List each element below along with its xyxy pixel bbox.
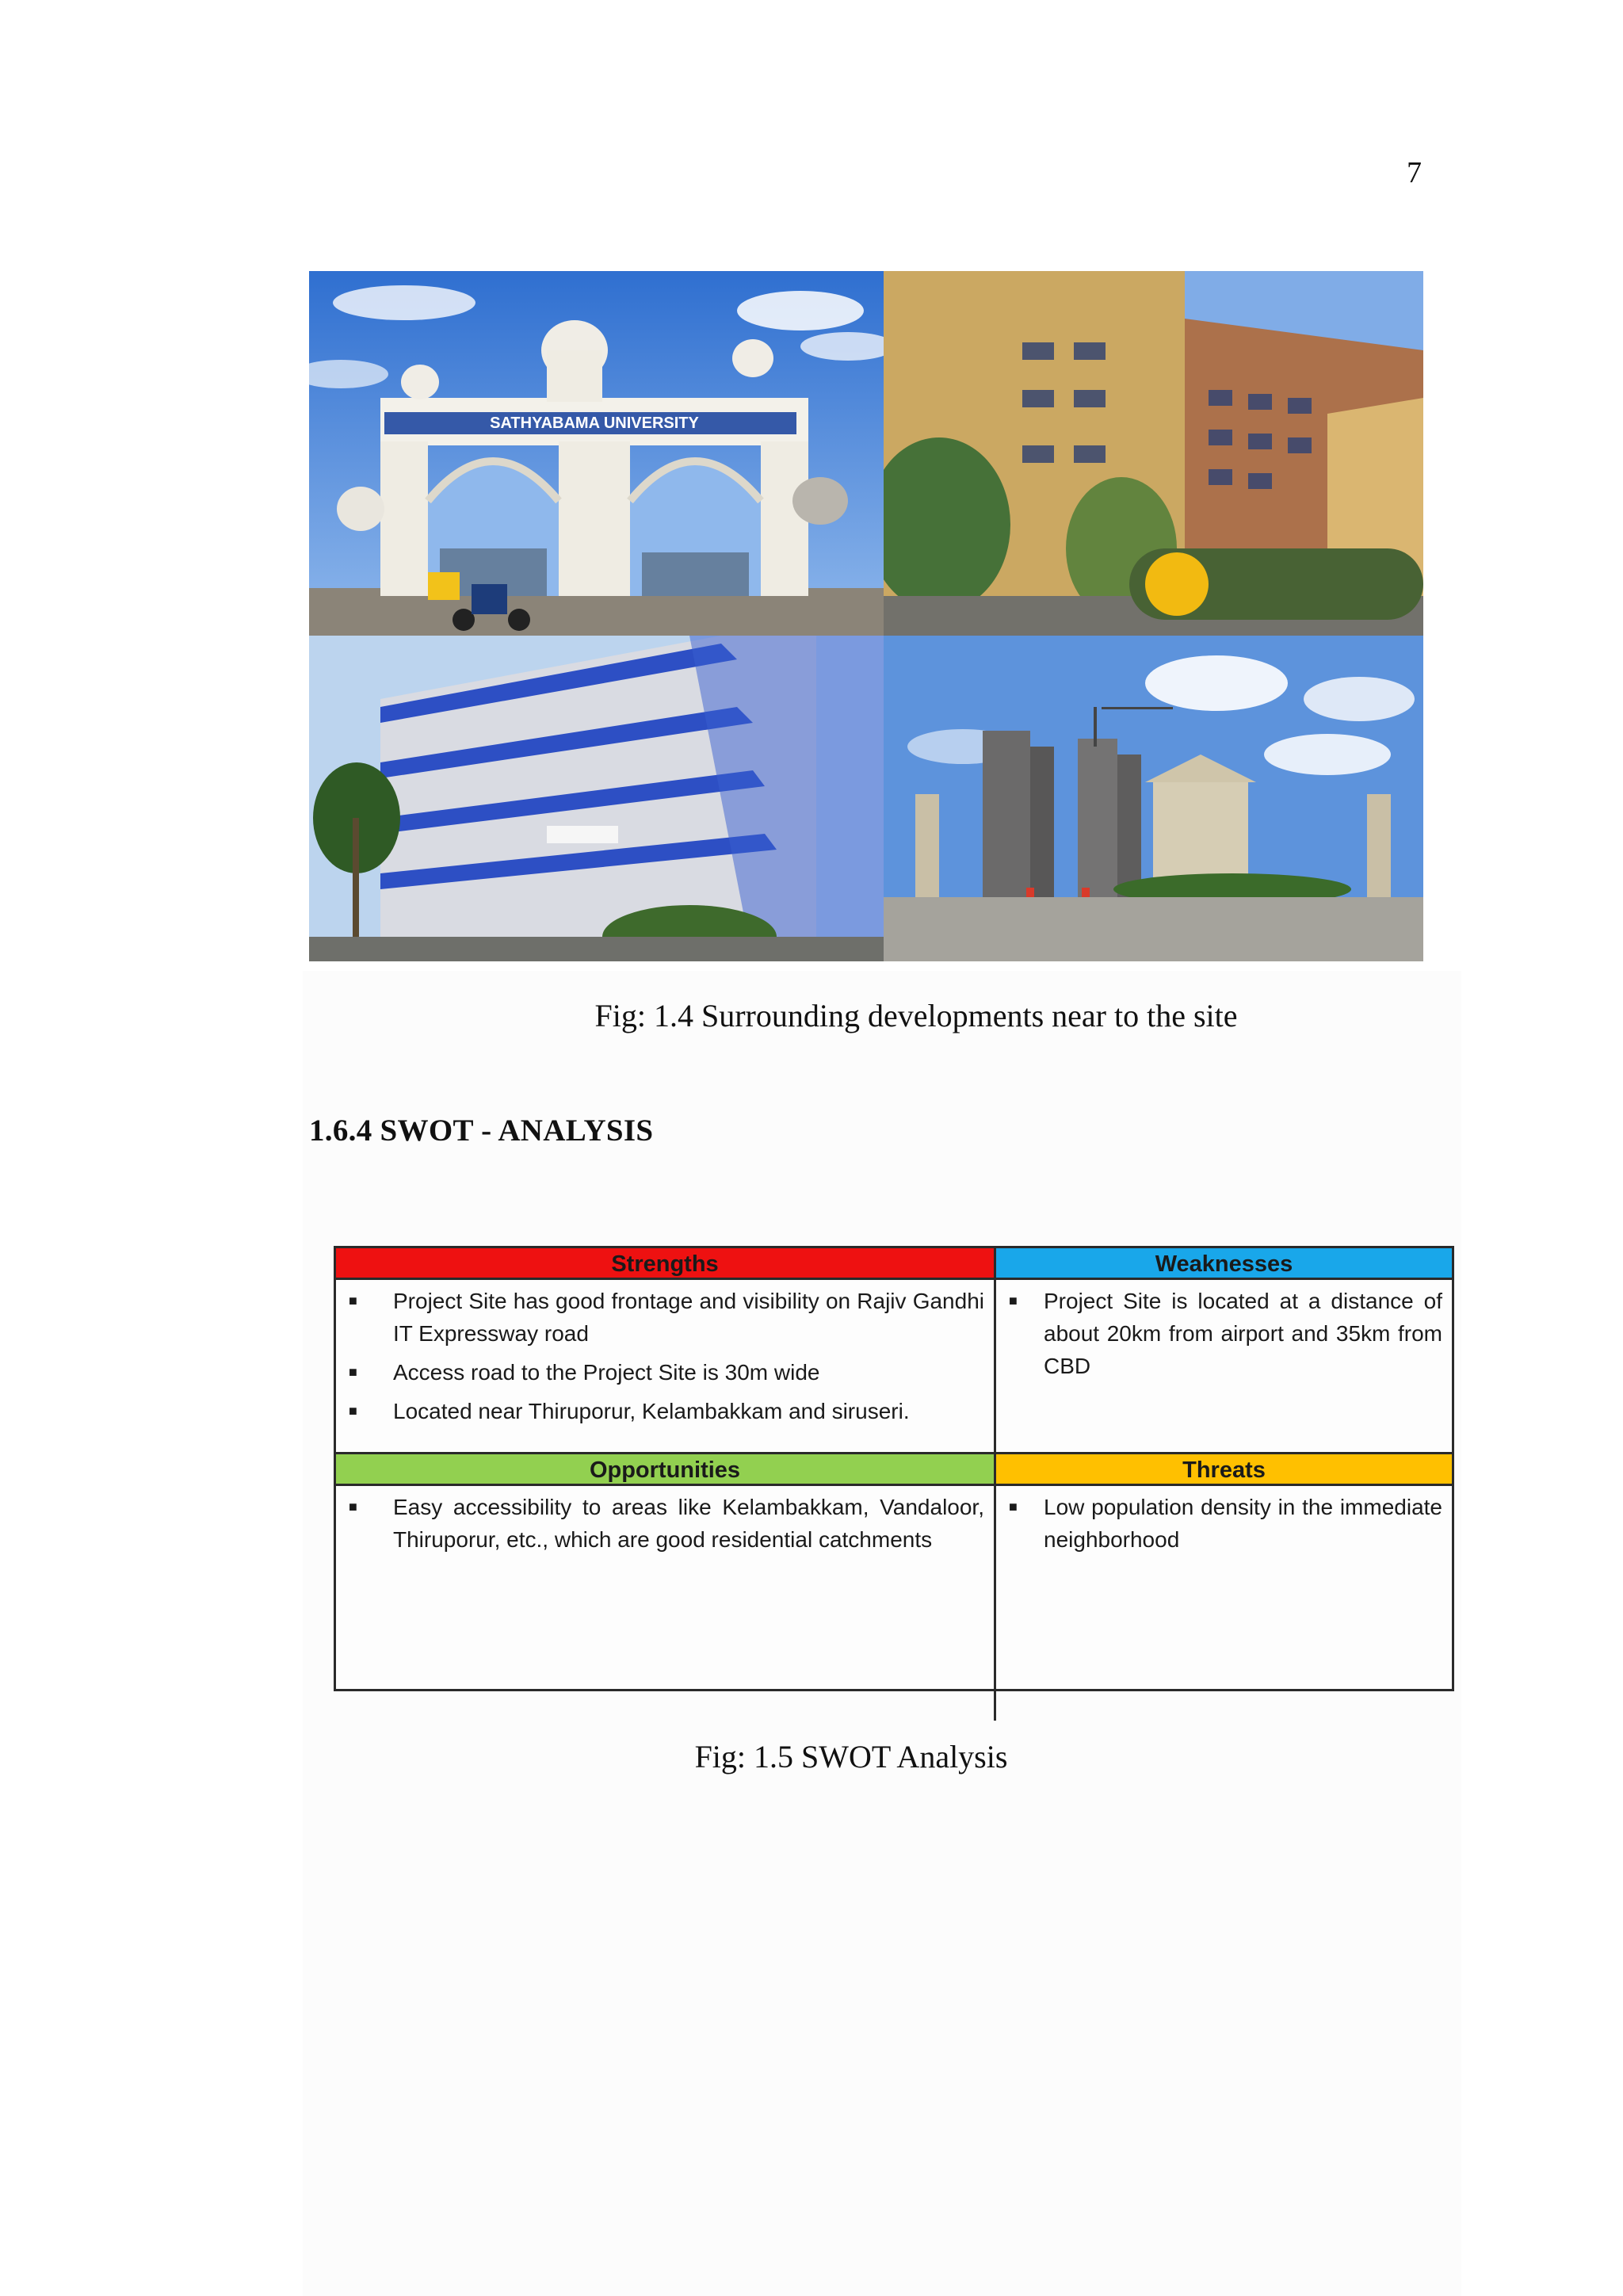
section-heading: 1.6.4 SWOT - ANALYSIS xyxy=(309,1114,654,1148)
blue-office-building-photo xyxy=(309,636,884,961)
strength-text: Project Site has good frontage and visibility on Rajiv Gandhi IT Expressway road xyxy=(393,1289,984,1346)
strengths-header: Strengths xyxy=(336,1248,994,1280)
weaknesses-cell xyxy=(996,1280,1452,1454)
bullet-icon: ■ xyxy=(349,1499,357,1515)
figure-1-5-caption: Fig: 1.5 SWOT Analysis xyxy=(694,1739,1008,1775)
university-arch-photo xyxy=(309,271,884,636)
threats-header: Threats xyxy=(996,1454,1452,1486)
strengths-cell xyxy=(336,1280,994,1454)
swot-table xyxy=(334,1246,1454,1691)
bullet-icon: ■ xyxy=(349,1293,357,1308)
threat-text: Low population density in the immediate neighborhood xyxy=(1044,1495,1442,1552)
bullet-icon: ■ xyxy=(349,1364,357,1380)
list-item xyxy=(346,1395,984,1427)
page-number: 7 xyxy=(1407,156,1422,189)
opportunities-header: Opportunities xyxy=(336,1454,994,1486)
swot-right-column xyxy=(994,1248,1452,1721)
figure-1-4-caption: Fig: 1.4 Surrounding developments near to the site xyxy=(594,998,1238,1033)
bullet-icon: ■ xyxy=(1009,1293,1018,1308)
hotel-building-photo xyxy=(884,271,1423,636)
strength-text: Located near Thiruporur, Kelambakkam and siruseri. xyxy=(393,1399,910,1423)
list-item xyxy=(346,1491,984,1556)
opportunities-cell xyxy=(336,1486,994,1721)
list-item xyxy=(1006,1491,1442,1556)
weakness-text: Project Site is located at a distance of about 20km from airport and 35km from CBD xyxy=(1044,1289,1442,1378)
swot-left-column xyxy=(336,1248,994,1721)
strength-text: Access road to the Project Site is 30m wide xyxy=(393,1360,820,1385)
university-sign-text: SATHYABAMA UNIVERSITY xyxy=(490,415,699,432)
surrounding-developments-figure xyxy=(309,271,1423,961)
threats-cell xyxy=(996,1486,1452,1721)
opportunity-text: Easy accessibility to areas like Kelambakkam, Vandaloor, Thiruporur, etc., which are good residential catchments xyxy=(393,1495,984,1552)
bullet-icon: ■ xyxy=(349,1403,357,1419)
residential-towers-photo xyxy=(884,636,1423,961)
list-item xyxy=(1006,1285,1442,1382)
list-item xyxy=(346,1285,984,1350)
list-item xyxy=(346,1356,984,1389)
weaknesses-header: Weaknesses xyxy=(996,1248,1452,1280)
bullet-icon: ■ xyxy=(1009,1499,1018,1515)
